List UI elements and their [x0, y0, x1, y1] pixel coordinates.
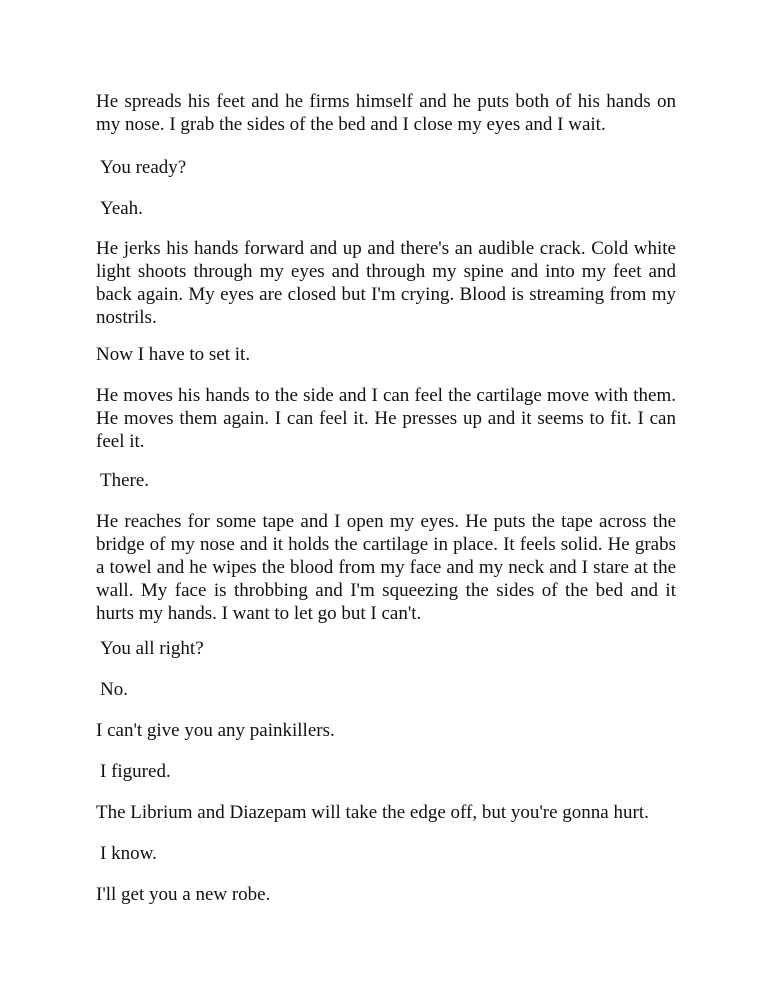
paragraph-3: Yeah. [100, 198, 143, 219]
paragraph-12: I figured. [100, 761, 171, 782]
paragraph-9: You all right? [100, 638, 204, 659]
paragraph-11: I can't give you any painkillers. [96, 720, 335, 741]
paragraph-2: You ready? [100, 157, 187, 178]
paragraph-6: He moves his hands to the side and I can feel the cartilage move with them. He moves them again. I can feel it. He presses up and it seems to fit. I can feel it. [96, 385, 676, 452]
paragraph-15: I'll get you a new robe. [96, 884, 271, 905]
paragraph-14: I know. [100, 843, 157, 864]
paragraph-1: He spreads his feet and he firms himself and he puts both of his hands on my nose. I grab the sides of the bed and I close my eyes and I wait. [96, 91, 676, 135]
paragraph-5: Now I have to set it. [96, 344, 251, 365]
paragraph-13: The Librium and Diazepam will take the edge off, but you're gonna hurt. [96, 802, 649, 823]
paragraph-4: He jerks his hands forward and up and there's an audible crack. Cold white light shoots through my eyes and through my spine and into my feet and back again. My eyes are closed but I'm crying. Blood is streaming from my nostrils. [96, 238, 676, 328]
paragraph-7: There. [100, 470, 150, 491]
paragraph-10: No. [100, 679, 128, 700]
paragraph-8: He reaches for some tape and I open my eyes. He puts the tape across the bridge of my nose and it holds the cartilage in place. It feels solid. He grabs a towel and he wipes the blood from my face and my neck and I stare at the wall. My face is throbbing and I'm squeezing the sides of the bed and it hurts my hands. I want to let go but I can't. [96, 511, 676, 624]
